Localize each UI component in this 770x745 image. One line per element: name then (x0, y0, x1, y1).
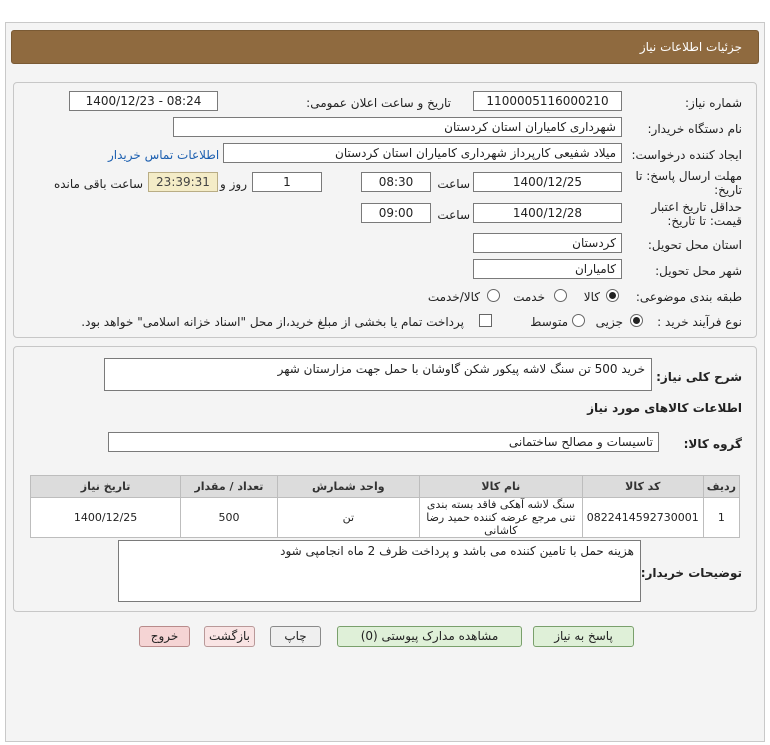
validity-date-field[interactable]: 1400/12/28 (473, 203, 622, 223)
attachments-button[interactable]: مشاهده مدارک پیوستی (0) (337, 626, 522, 647)
category-option-goods-service: کالا/خدمت (427, 290, 480, 304)
province-field[interactable]: کردستان (473, 233, 622, 253)
announce-datetime-field[interactable]: 1400/12/23 - 08:24 (69, 91, 218, 111)
days-remaining-field[interactable]: 1 (252, 172, 322, 192)
process-radio-medium[interactable] (572, 314, 585, 327)
buyer-org-field[interactable]: شهرداری کامیاران استان کردستان (173, 117, 622, 137)
process-option-medium: متوسط (530, 315, 568, 329)
province-label: استان محل تحویل: (647, 238, 742, 252)
goods-table (30, 475, 740, 538)
summary-label: شرح کلی نیاز: (656, 370, 742, 384)
category-radio-goods[interactable] (606, 289, 619, 302)
remaining-label: ساعت باقی مانده (53, 177, 143, 191)
col-header-row-number: ردیف (703, 476, 739, 498)
validity-time-field[interactable]: 09:00 (361, 203, 431, 223)
table-row[interactable] (31, 498, 740, 538)
process-label: نوع فرآیند خرید : (657, 315, 742, 329)
deadline-time-field[interactable]: 08:30 (361, 172, 431, 192)
validity-time-label: ساعت (437, 208, 470, 222)
treasury-note: پرداخت تمام یا بخشی از مبلغ خرید،از محل "اسناد خزانه اسلامی" خواهد بود. (81, 315, 464, 329)
category-radio-service[interactable] (554, 289, 567, 302)
announce-label: تاریخ و ساعت اعلان عمومی: (306, 96, 451, 110)
days-label: روز و (220, 177, 247, 191)
back-button[interactable]: بازگشت (204, 626, 255, 647)
category-radio-goods-service[interactable] (487, 289, 500, 302)
cell-name: سنگ لاشه آهکی فاقد بسته بندی تنی مرجع عرضه کننده حمید رضا کاشانی (419, 498, 582, 538)
process-radio-minor[interactable] (630, 314, 643, 327)
deadline-time-label: ساعت (437, 177, 470, 191)
table-header-row (31, 476, 740, 498)
col-header-quantity: تعداد / مقدار (181, 476, 278, 498)
col-header-need-date: تاریخ نیاز (31, 476, 181, 498)
process-option-minor: جزیی (595, 315, 623, 329)
buyer-org-label: نام دستگاه خریدار: (647, 122, 742, 136)
print-button[interactable]: چاپ (270, 626, 321, 647)
deadline-label-1: مهلت ارسال پاسخ: تا (635, 169, 742, 183)
category-option-goods: کالا (583, 290, 600, 304)
buyer-contact-link[interactable]: اطلاعات تماس خریدار (108, 148, 220, 162)
city-label: شهر محل تحویل: (655, 264, 742, 278)
col-header-code: کد کالا (582, 476, 703, 498)
city-field[interactable]: کامیاران (473, 259, 622, 279)
deadline-date-field[interactable]: 1400/12/25 (473, 172, 622, 192)
cell-need-date: 1400/12/25 (31, 498, 181, 538)
cell-code: 0822414592730001 (582, 498, 703, 538)
creator-label: ایجاد کننده درخواست: (631, 148, 742, 162)
validity-label-1: حداقل تاریخ اعتبار (651, 200, 742, 214)
goods-info-title: اطلاعات کالاهای مورد نیاز (587, 401, 742, 415)
header-bar (11, 30, 759, 64)
validity-label-2: قیمت: تا تاریخ: (667, 214, 742, 228)
col-header-name: نام کالا (419, 476, 582, 498)
reply-button[interactable]: پاسخ به نیاز (533, 626, 634, 647)
buyer-notes-label: توضیحات خریدار: (640, 566, 742, 580)
creator-field[interactable]: میلاد شفیعی کارپرداز شهرداری کامیاران استان کردستان (223, 143, 622, 163)
need-number-label: شماره نیاز: (685, 96, 742, 110)
need-number-field[interactable]: 1100005116000210 (473, 91, 622, 111)
deadline-label-2: تاریخ: (714, 183, 742, 197)
cell-row-number: 1 (703, 498, 739, 538)
goods-group-label: گروه کالا: (683, 437, 742, 451)
category-option-service: خدمت (513, 290, 545, 304)
buyer-notes-field[interactable]: هزینه حمل با تامین کننده می باشد و پرداخت ظرف 2 ماه انجامپی شود (118, 540, 641, 602)
page-title: جزئیات اطلاعات نیاز (639, 40, 742, 54)
treasury-checkbox[interactable] (479, 314, 492, 327)
summary-field[interactable]: خرید 500 تن سنگ لاشه پیکور شکن گاوشان با حمل جهت مزارستان شهر (104, 358, 652, 391)
cell-unit: تن (277, 498, 419, 538)
goods-group-field[interactable]: تاسیسات و مصالح ساختمانی (108, 432, 659, 452)
exit-button[interactable]: خروج (139, 626, 190, 647)
col-header-unit: واحد شمارش (277, 476, 419, 498)
category-label: طبقه بندی موضوعی: (635, 290, 742, 304)
cell-quantity: 500 (181, 498, 278, 538)
remaining-time-field: 23:39:31 (148, 172, 218, 192)
